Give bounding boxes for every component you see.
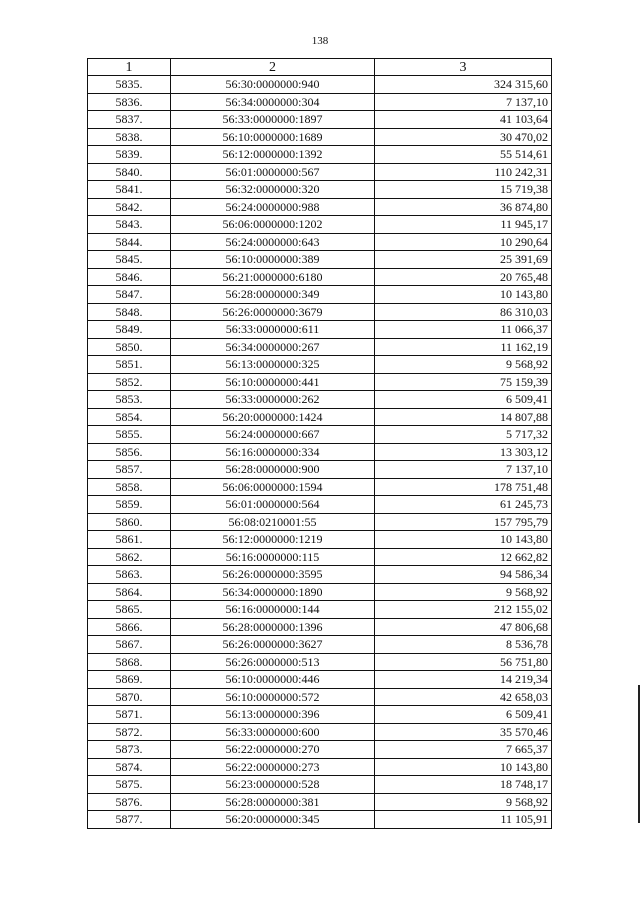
table-row — [88, 93, 552, 111]
table-row — [88, 426, 552, 444]
value-cell: 41 103,64 — [375, 111, 552, 129]
row-index-cell: 5846. — [88, 268, 171, 286]
value-cell: 9 568,92 — [375, 793, 552, 811]
value-cell: 94 586,34 — [375, 566, 552, 584]
row-index-cell: 5858. — [88, 478, 171, 496]
cadastral-number-cell: 56:22:0000000:273 — [171, 758, 375, 776]
table-row — [88, 723, 552, 741]
row-index-cell: 5857. — [88, 461, 171, 479]
cadastral-number-cell: 56:28:0000000:381 — [171, 793, 375, 811]
value-cell: 8 536,78 — [375, 636, 552, 654]
value-cell: 61 245,73 — [375, 496, 552, 514]
row-index-cell: 5871. — [88, 706, 171, 724]
table-row — [88, 198, 552, 216]
column-header-cadastral-number: 2 — [171, 59, 375, 76]
value-cell: 10 143,80 — [375, 286, 552, 304]
row-index-cell: 5838. — [88, 128, 171, 146]
cadastral-number-cell: 56:13:0000000:325 — [171, 356, 375, 374]
row-index-cell: 5843. — [88, 216, 171, 234]
row-index-cell: 5874. — [88, 758, 171, 776]
value-cell: 9 568,92 — [375, 356, 552, 374]
value-cell: 56 751,80 — [375, 653, 552, 671]
row-index-cell: 5869. — [88, 671, 171, 689]
row-index-cell: 5840. — [88, 163, 171, 181]
value-cell: 5 717,32 — [375, 426, 552, 444]
cadastral-number-cell: 56:12:0000000:1392 — [171, 146, 375, 164]
cadastral-number-cell: 56:33:0000000:262 — [171, 391, 375, 409]
value-cell: 324 315,60 — [375, 76, 552, 94]
row-index-cell: 5876. — [88, 793, 171, 811]
row-index-cell: 5839. — [88, 146, 171, 164]
value-cell: 7 137,10 — [375, 93, 552, 111]
table-body — [88, 76, 552, 829]
value-cell: 30 470,02 — [375, 128, 552, 146]
value-cell: 6 509,41 — [375, 706, 552, 724]
row-index-cell: 5849. — [88, 321, 171, 339]
cadastral-number-cell: 56:24:0000000:643 — [171, 233, 375, 251]
cadastral-number-cell: 56:26:0000000:3679 — [171, 303, 375, 321]
table-row — [88, 811, 552, 829]
row-index-cell: 5870. — [88, 688, 171, 706]
cadastral-number-cell: 56:28:0000000:900 — [171, 461, 375, 479]
table-row — [88, 391, 552, 409]
value-cell: 10 143,80 — [375, 531, 552, 549]
value-cell: 47 806,68 — [375, 618, 552, 636]
row-index-cell: 5861. — [88, 531, 171, 549]
row-index-cell: 5855. — [88, 426, 171, 444]
value-cell: 110 242,31 — [375, 163, 552, 181]
table-row — [88, 601, 552, 619]
value-cell: 7 665,37 — [375, 741, 552, 759]
table-row — [88, 776, 552, 794]
value-cell: 10 290,64 — [375, 233, 552, 251]
row-index-cell: 5856. — [88, 443, 171, 461]
table-row — [88, 338, 552, 356]
value-cell: 15 719,38 — [375, 181, 552, 199]
table-row — [88, 321, 552, 339]
value-cell: 157 795,79 — [375, 513, 552, 531]
table-row — [88, 671, 552, 689]
cadastral-number-cell: 56:20:0000000:345 — [171, 811, 375, 829]
row-index-cell: 5852. — [88, 373, 171, 391]
header-row — [88, 59, 552, 76]
value-cell: 55 514,61 — [375, 146, 552, 164]
value-cell: 75 159,39 — [375, 373, 552, 391]
cadastral-number-cell: 56:33:0000000:611 — [171, 321, 375, 339]
cadastral-number-cell: 56:10:0000000:446 — [171, 671, 375, 689]
row-index-cell: 5863. — [88, 566, 171, 584]
table-row — [88, 268, 552, 286]
table-row — [88, 793, 552, 811]
table-row — [88, 688, 552, 706]
cadastral-number-cell: 56:34:0000000:1890 — [171, 583, 375, 601]
value-cell: 20 765,48 — [375, 268, 552, 286]
value-cell: 42 658,03 — [375, 688, 552, 706]
table-row — [88, 216, 552, 234]
cadastral-number-cell: 56:24:0000000:988 — [171, 198, 375, 216]
value-cell: 212 155,02 — [375, 601, 552, 619]
cadastral-number-cell: 56:22:0000000:270 — [171, 741, 375, 759]
row-index-cell: 5842. — [88, 198, 171, 216]
cadastral-number-cell: 56:34:0000000:304 — [171, 93, 375, 111]
cadastral-number-cell: 56:32:0000000:320 — [171, 181, 375, 199]
cadastral-number-cell: 56:30:0000000:940 — [171, 76, 375, 94]
table-row — [88, 233, 552, 251]
cadastral-number-cell: 56:28:0000000:349 — [171, 286, 375, 304]
row-index-cell: 5875. — [88, 776, 171, 794]
table-row — [88, 496, 552, 514]
value-cell: 9 568,92 — [375, 583, 552, 601]
row-index-cell: 5862. — [88, 548, 171, 566]
table-row — [88, 408, 552, 426]
table-row — [88, 618, 552, 636]
value-cell: 12 662,82 — [375, 548, 552, 566]
value-cell: 35 570,46 — [375, 723, 552, 741]
value-cell: 18 748,17 — [375, 776, 552, 794]
cadastral-number-cell: 56:10:0000000:441 — [171, 373, 375, 391]
cadastral-number-cell: 56:16:0000000:115 — [171, 548, 375, 566]
table-row — [88, 531, 552, 549]
table-row — [88, 76, 552, 94]
value-cell: 10 143,80 — [375, 758, 552, 776]
cadastral-number-cell: 56:28:0000000:1396 — [171, 618, 375, 636]
cadastral-number-cell: 56:26:0000000:3595 — [171, 566, 375, 584]
row-index-cell: 5853. — [88, 391, 171, 409]
table-row — [88, 303, 552, 321]
cadastral-number-cell: 56:12:0000000:1219 — [171, 531, 375, 549]
table-row — [88, 653, 552, 671]
table-row — [88, 146, 552, 164]
row-index-cell: 5837. — [88, 111, 171, 129]
value-cell: 7 137,10 — [375, 461, 552, 479]
table-row — [88, 583, 552, 601]
cadastral-number-cell: 56:33:0000000:600 — [171, 723, 375, 741]
table-row — [88, 636, 552, 654]
table-row — [88, 163, 552, 181]
value-cell: 11 105,91 — [375, 811, 552, 829]
registry-table — [87, 58, 552, 829]
table-row — [88, 181, 552, 199]
value-cell: 36 874,80 — [375, 198, 552, 216]
value-cell: 6 509,41 — [375, 391, 552, 409]
cadastral-number-cell: 56:33:0000000:1897 — [171, 111, 375, 129]
column-header-value: 3 — [375, 59, 552, 76]
row-index-cell: 5841. — [88, 181, 171, 199]
value-cell: 86 310,03 — [375, 303, 552, 321]
table-row — [88, 461, 552, 479]
cadastral-number-cell: 56:23:0000000:528 — [171, 776, 375, 794]
row-index-cell: 5851. — [88, 356, 171, 374]
row-index-cell: 5866. — [88, 618, 171, 636]
cadastral-number-cell: 56:08:0210001:55 — [171, 513, 375, 531]
table-row — [88, 548, 552, 566]
value-cell: 11 162,19 — [375, 338, 552, 356]
table-row — [88, 566, 552, 584]
row-index-cell: 5848. — [88, 303, 171, 321]
row-index-cell: 5865. — [88, 601, 171, 619]
value-cell: 14 807,88 — [375, 408, 552, 426]
cadastral-number-cell: 56:16:0000000:334 — [171, 443, 375, 461]
table-row — [88, 356, 552, 374]
table-row — [88, 706, 552, 724]
value-cell: 11 945,17 — [375, 216, 552, 234]
value-cell: 11 066,37 — [375, 321, 552, 339]
value-cell: 25 391,69 — [375, 251, 552, 269]
row-index-cell: 5859. — [88, 496, 171, 514]
cadastral-number-cell: 56:21:0000000:6180 — [171, 268, 375, 286]
cadastral-number-cell: 56:34:0000000:267 — [171, 338, 375, 356]
value-cell: 178 751,48 — [375, 478, 552, 496]
cadastral-number-cell: 56:10:0000000:1689 — [171, 128, 375, 146]
table-row — [88, 741, 552, 759]
row-index-cell: 5844. — [88, 233, 171, 251]
row-index-cell: 5860. — [88, 513, 171, 531]
cadastral-number-cell: 56:16:0000000:144 — [171, 601, 375, 619]
row-index-cell: 5868. — [88, 653, 171, 671]
table-row — [88, 513, 552, 531]
table-row — [88, 251, 552, 269]
value-cell: 13 303,12 — [375, 443, 552, 461]
row-index-cell: 5847. — [88, 286, 171, 304]
table-row — [88, 478, 552, 496]
table-row — [88, 373, 552, 391]
row-index-cell: 5864. — [88, 583, 171, 601]
cadastral-number-cell: 56:13:0000000:396 — [171, 706, 375, 724]
table-row — [88, 111, 552, 129]
table-row — [88, 128, 552, 146]
cadastral-number-cell: 56:26:0000000:513 — [171, 653, 375, 671]
cadastral-number-cell: 56:01:0000000:564 — [171, 496, 375, 514]
table-row — [88, 286, 552, 304]
page-number: 138 — [311, 35, 329, 47]
cadastral-number-cell: 56:24:0000000:667 — [171, 426, 375, 444]
table-header — [88, 59, 552, 76]
row-index-cell: 5867. — [88, 636, 171, 654]
table-row — [88, 758, 552, 776]
row-index-cell: 5854. — [88, 408, 171, 426]
cadastral-number-cell: 56:10:0000000:389 — [171, 251, 375, 269]
cadastral-number-cell: 56:10:0000000:572 — [171, 688, 375, 706]
cadastral-number-cell: 56:26:0000000:3627 — [171, 636, 375, 654]
cadastral-number-cell: 56:06:0000000:1594 — [171, 478, 375, 496]
cadastral-number-cell: 56:06:0000000:1202 — [171, 216, 375, 234]
row-index-cell: 5873. — [88, 741, 171, 759]
row-index-cell: 5877. — [88, 811, 171, 829]
row-index-cell: 5872. — [88, 723, 171, 741]
cadastral-number-cell: 56:01:0000000:567 — [171, 163, 375, 181]
row-index-cell: 5836. — [88, 93, 171, 111]
row-index-cell: 5845. — [88, 251, 171, 269]
value-cell: 14 219,34 — [375, 671, 552, 689]
cadastral-number-cell: 56:20:0000000:1424 — [171, 408, 375, 426]
column-header-index: 1 — [88, 59, 171, 76]
row-index-cell: 5850. — [88, 338, 171, 356]
table-row — [88, 443, 552, 461]
row-index-cell: 5835. — [88, 76, 171, 94]
